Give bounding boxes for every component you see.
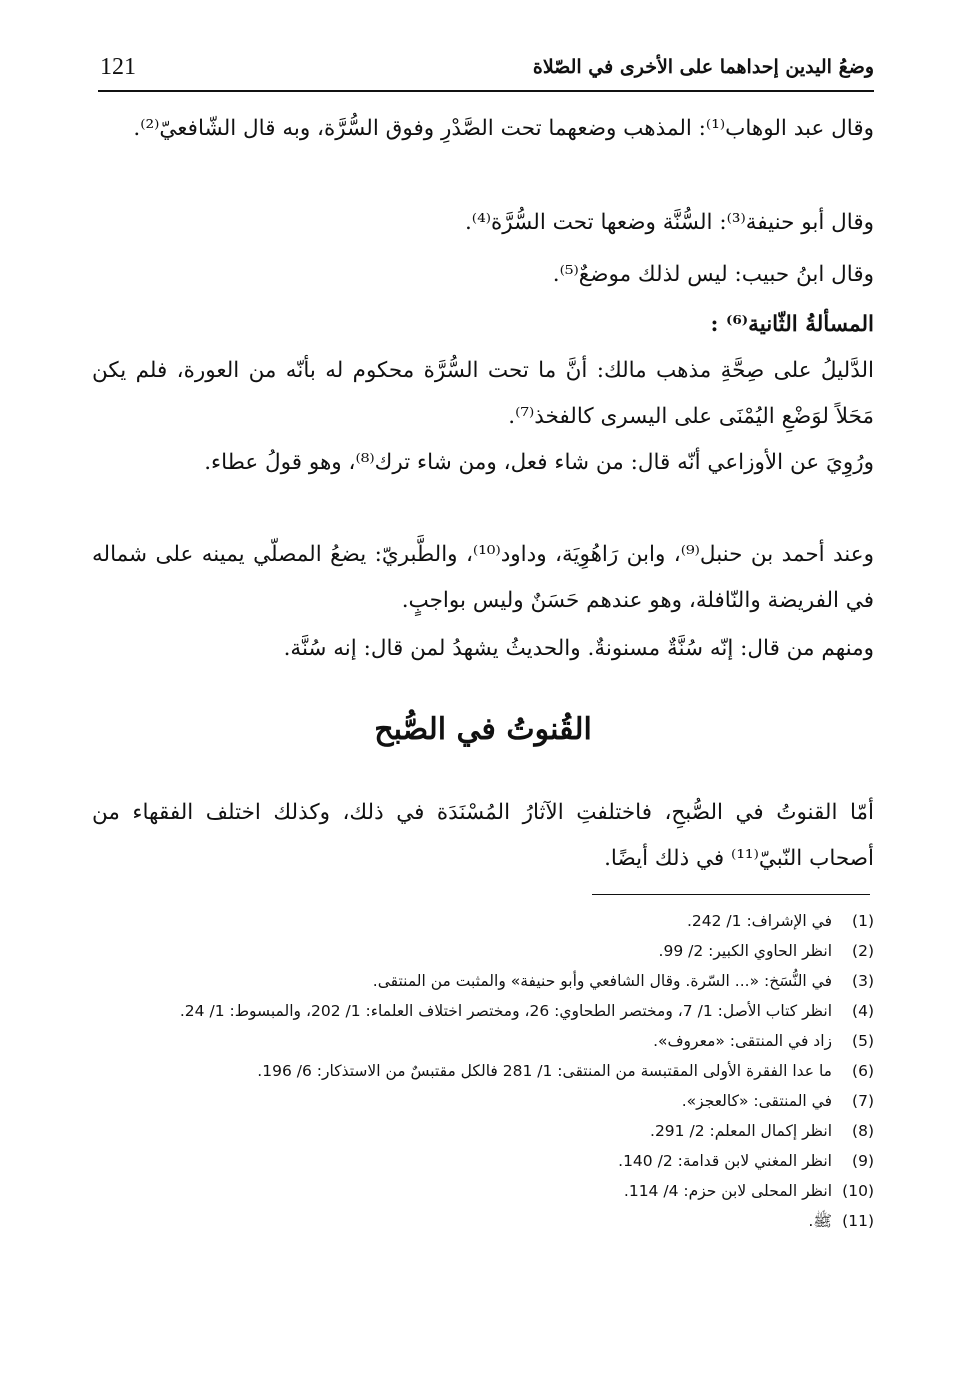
footnote-number: (9) [852, 1152, 874, 1170]
footnote [92, 996, 874, 1026]
footnote [92, 936, 874, 966]
footnote-text: انظر الحاوي الكبير: 2/ 99. [658, 942, 832, 960]
footnote-number: (7) [852, 1092, 874, 1110]
footnote-text: انظر إكمال المعلم: 2/ 291. [650, 1122, 832, 1140]
paragraph: وقال عبد الوهاب⁽¹⁾: المذهب وضعهما تحت الصَّدْرِ وفوق السُّرَّة، وبه قال الشّافعيّ⁽²⁾. [133, 116, 874, 141]
issue-heading: المسألةُ الثّانية⁽⁶⁾ : [710, 312, 874, 337]
footnote-text: ما عدا الفقرة الأولى المقتبسة من المنتقى: 1/ 281 فالكل مقتبسٌ من الاستذكار: 6/ 196. [257, 1062, 832, 1080]
footnote [92, 1176, 874, 1206]
footnote [92, 1026, 874, 1056]
footnote-text: انظر المحلى لابن حزم: 4/ 114. [623, 1182, 832, 1200]
footnote-text: ﷺ. [808, 1212, 832, 1230]
footnote [92, 966, 874, 996]
footnote [92, 1116, 874, 1146]
footnote [92, 1086, 874, 1116]
footnote [92, 1056, 874, 1086]
footnote-text: في النُّسَخ: «... السّرة. وقال الشافعي وأبو حنيفة» والمثبت من المنتقى. [372, 972, 832, 990]
footnote-number: (4) [852, 1002, 874, 1020]
footnote-number: (2) [852, 942, 874, 960]
footnote-number: (10) [842, 1182, 874, 1200]
footnotes [92, 906, 874, 1236]
paragraph: الدَّليلُ على صِحَّةِ مذهب مالك: أنَّ ما تحت السُّرَّة محكوم له بأنّه من العورة، فلم يكن مَحَلاً لوَضْعِ اليُمْنَى على اليسرى كالفخذ⁽⁷⁾. [92, 358, 874, 429]
paragraph: ورُوِيَ عن الأوزاعي أنّه قال: من شاء فعل، ومن شاء ترك⁽⁸⁾، وهو قولُ عطاء. [204, 450, 874, 475]
page-number: 121 [100, 54, 136, 80]
section-title: القُنوتُ في الصُّبح [374, 712, 592, 747]
footnote-text: في المنتقى: «كالعجز». [681, 1092, 832, 1110]
footnote-number: (8) [852, 1122, 874, 1140]
footnote-text: في الإشراف: 1/ 242. [686, 912, 832, 930]
paragraph: وقال ابنُ حبيب: ليس لذلك موضعٌ⁽⁵⁾. [552, 262, 874, 287]
footnote [92, 1206, 874, 1236]
footnote-text: انظر المغني لابن قدامة: 2/ 140. [618, 1152, 832, 1170]
footnote-divider [592, 894, 870, 895]
footnote-text: انظر كتاب الأصل: 1/ 7، ومختصر الطحاوي: 26، ومختصر اختلاف العلماء: 1/ 202، والمبسوط: 1/ 24. [179, 1002, 832, 1020]
paragraph: وعند أحمد بن حنبل⁽⁹⁾، وابن رَاهُوِيَة، وداود⁽¹⁰⁾، والطَّبريّ: يضعُ المصلّي يمينه على شماله في الفريضة والنّافلة، وهو عندهم حَسَنٌ وليس بواجبٍ. [92, 542, 874, 613]
section-paragraph: أمّا القنوتُ في الصُّبحِ، فاختلفتِ الآثارُ المُسْنَدَة في ذلك، وكذلك اختلف الفقهاء من أصحاب النّبيّ⁽¹¹⁾ في ذلك أيضًا. [92, 800, 874, 871]
footnote-number: (6) [852, 1062, 874, 1080]
paragraph: وقال أبو حنيفة⁽³⁾: السُّنَّة وضعها تحت السُّرَّة⁽⁴⁾. [464, 210, 874, 235]
paragraph: ومنهم من قال: إنّه سُنَّةٌ مسنونةٌ. والحديثُ يشهدُ لمن قال: إنه سُنَّة. [283, 636, 874, 661]
footnote-text: زاد في المنتقى: «معروف». [653, 1032, 832, 1050]
running-title: وضعُ اليدين إحداهما على الأخرى في الصّلاة [532, 56, 874, 78]
footnote-number: (11) [842, 1212, 874, 1230]
footnote [92, 1146, 874, 1176]
page-header [98, 50, 874, 92]
footnote-number: (3) [852, 972, 874, 990]
footnote [92, 906, 874, 936]
footnote-number: (5) [852, 1032, 874, 1050]
footnote-number: (1) [852, 912, 874, 930]
